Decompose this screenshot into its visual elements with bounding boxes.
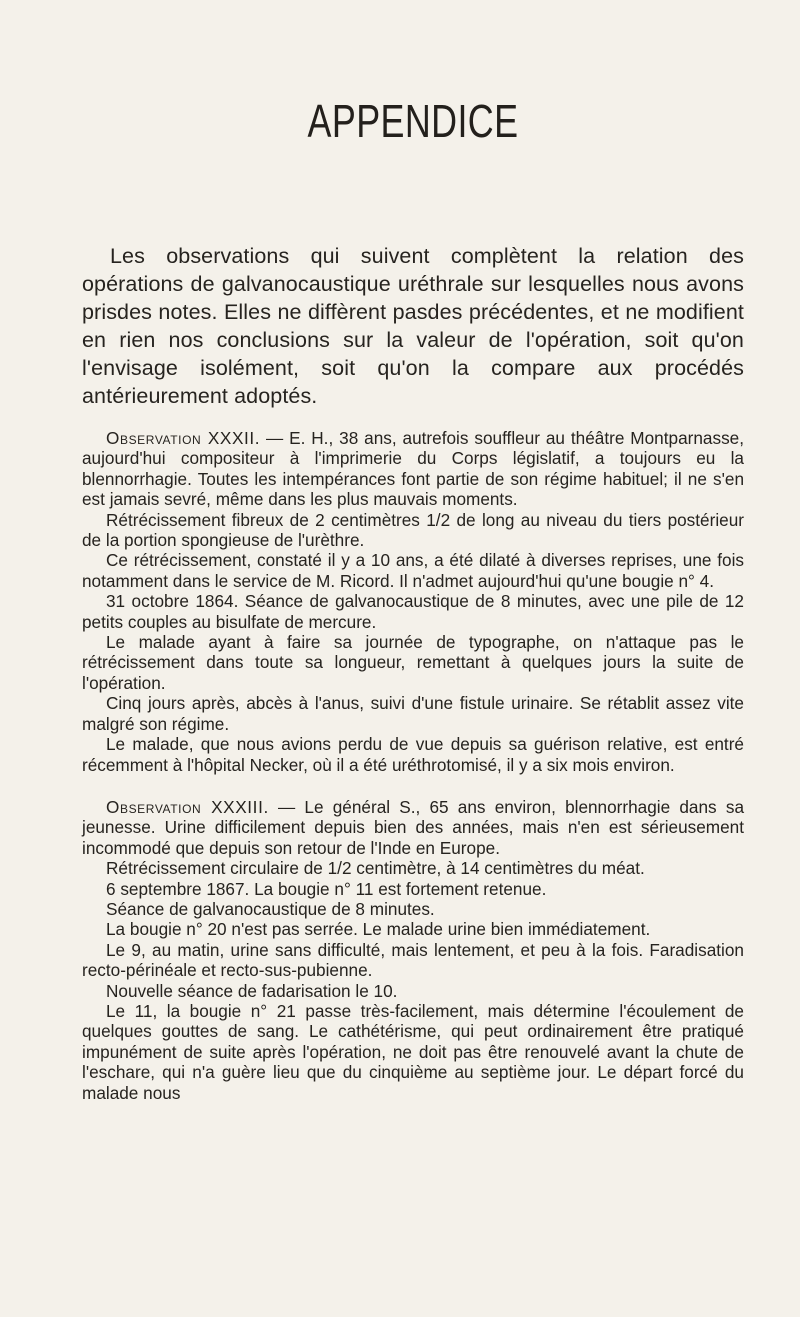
- observation-paragraph: Nouvelle séance de fadarisation le 10.: [106, 980, 398, 1001]
- observation-paragraph: 6 septembre 1867. La bougie n° 11 est fortement retenue.: [106, 878, 547, 899]
- observation-paragraph: Séance de galvanocaustique de 8 minutes.: [106, 898, 435, 919]
- observation-paragraph: Rétrécissement circulaire de 1/2 centimètre, à 14 centimètres du méat.: [106, 858, 645, 879]
- observation-paragraph: La bougie n° 20 n'est pas serrée. Le malade urine bien immédiatement.: [106, 919, 651, 940]
- observation-label: Observation XXXIII.: [106, 796, 269, 817]
- page-title: APPENDICE: [307, 95, 519, 147]
- observation-paragraph: Le malade, que nous avions perdu de vue depuis sa guérison relative, est entré récemment à l'hôpital Necker, où il a été uréthrotomisé, il y a six mois environ.: [82, 734, 744, 775]
- observation-paragraph: Le malade ayant à faire sa journée de typographe, on n'attaque pas le rétrécissement dans toute sa longueur, remettant à quelques jours la suite de l'opération.: [82, 632, 744, 693]
- observation-paragraph: [82, 428, 744, 510]
- observation-paragraph: [82, 797, 744, 858]
- observation-text: — Le général S., 65 ans environ, blennorrhagie dans sa jeunesse. Urine difficilement depuis bien des années, mais n'en est sérieusement incommodé que depuis son retour de l'Inde en Europe.: [82, 796, 744, 858]
- observation-paragraph: Ce rétrécissement, constaté il y a 10 ans, a été dilaté à diverses reprises, une fois notamment dans le service de M. Ricord. Il n'admet aujourd'hui qu'une bougie n° 4.: [82, 550, 744, 591]
- intro-paragraph: Les observations qui suivent complètent la relation des opérations de galvanocaustique uréthrale sur lesquelles nous avons prisdes notes. Elles ne diffèrent pasdes précédentes, et ne modifient en rien nos conclusions sur la valeur de l'opération, soit qu'on l'envisage isolément, soit qu'on la compare aux procédés antérieurement adoptés.: [82, 244, 744, 408]
- observation-33: [82, 797, 744, 1103]
- observation-paragraph: Rétrécissement fibreux de 2 centimètres 1/2 de long au niveau du tiers postérieur de la portion spongieuse de l'urèthre.: [82, 509, 744, 551]
- observation-paragraph: Le 9, au matin, urine sans difficulté, mais lentement, et peu à la fois. Faradisation recto-périnéale et recto-sus-pubienne.: [82, 939, 744, 981]
- observation-label: Observation XXXII.: [106, 428, 261, 448]
- observation-text: — E. H., 38 ans, autrefois souffleur au théâtre Montparnasse, aujourd'hui compositeur à l'imprimerie du Corps législatif, a toujours eu la blennorrhagie. Toutes les intempérances font partie de son régime habituel; il ne s'en est jamais sevré, même dans les plus mauvais moments.: [82, 428, 744, 510]
- observation-paragraph: Le 11, la bougie n° 21 passe très-facilement, mais détermine l'écoulement de quelques gouttes de sang. Le cathétérisme, qui peut ordinairement être pratiqué impunément de suite après l'opération, ne doit pas être renouvelé avant la chute de l'eschare, qui n'a guère lieu que du cinquième au septième jour. Le départ forcé du malade nous: [82, 1000, 744, 1103]
- observation-paragraph: Cinq jours après, abcès à l'anus, suivi d'une fistule urinaire. Se rétablit assez vite malgré son régime.: [82, 693, 744, 734]
- observation-32: [82, 428, 744, 775]
- observation-paragraph: 31 octobre 1864. Séance de galvanocaustique de 8 minutes, avec une pile de 12 petits couples au bisulfate de mercure.: [82, 591, 744, 632]
